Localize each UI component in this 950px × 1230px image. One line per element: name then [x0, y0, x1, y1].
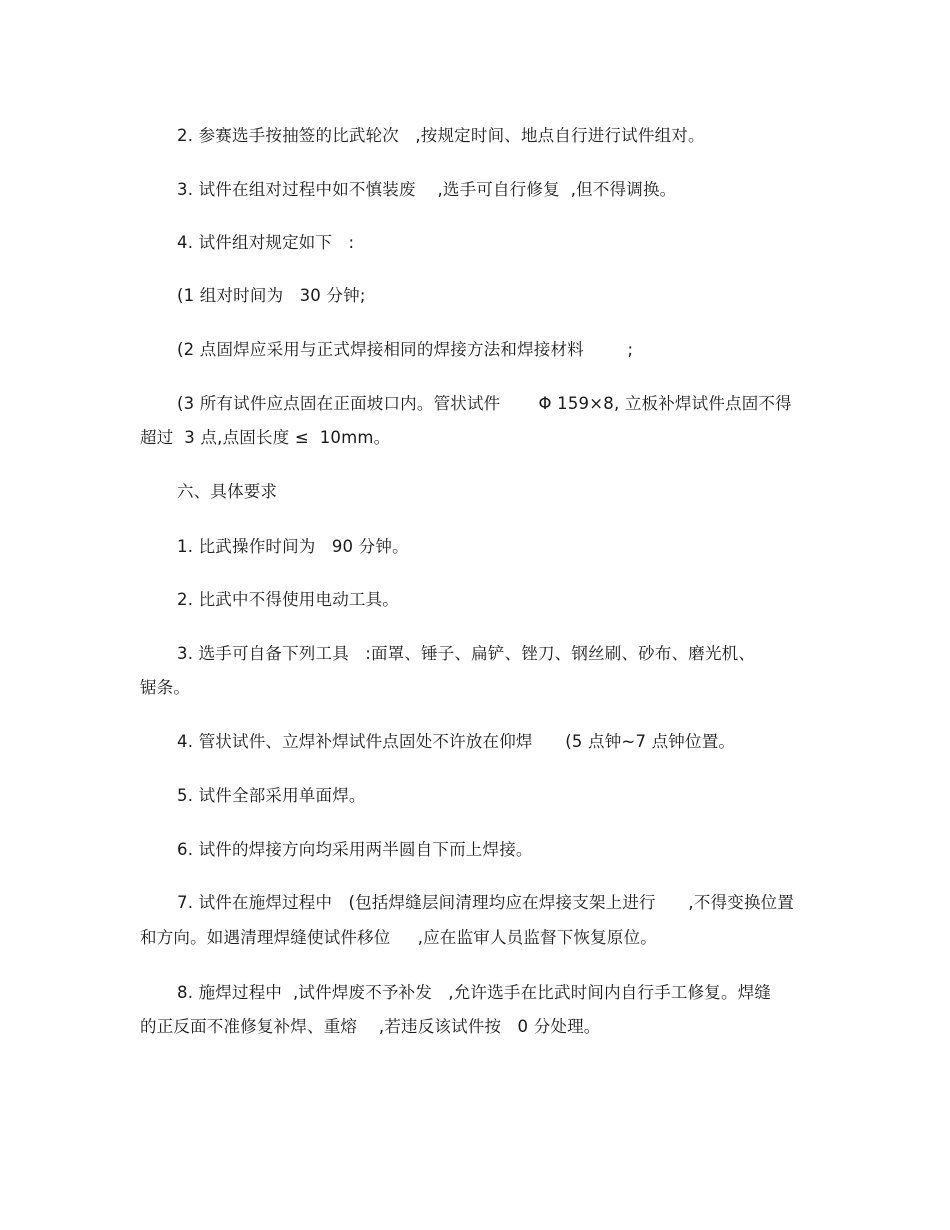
requirement-item-6: 6. 试件的焊接方向均采用两半圆自下而上焊接。: [177, 840, 533, 859]
sub-item-3-continued: 超过 3 点,点固长度 ≤ 10mm。: [140, 428, 391, 447]
paragraph-item-2: 2. 参赛选手按抽签的比武轮次 ,按规定时间、地点自行进行试件组对。: [177, 126, 705, 145]
requirement-item-5: 5. 试件全部采用单面焊。: [177, 786, 366, 805]
requirement-item-3: 3. 选手可自备下列工具 :面罩、锤子、扁铲、锉刀、钢丝刷、砂布、磨光机、: [177, 644, 756, 663]
sub-item-3: (3 所有试件应点固在正面坡口内。管状试件 Φ 159×8, 立板补焊试件点固不得: [177, 394, 792, 413]
requirement-item-2: 2. 比武中不得使用电动工具。: [177, 590, 399, 609]
paragraph-item-4: 4. 试件组对规定如下 :: [177, 233, 355, 252]
requirement-item-7-continued: 和方向。如遇清理焊缝使试件移位 ,应在监审人员监督下恢复原位。: [140, 928, 657, 947]
requirement-item-8-continued: 的正反面不准修复补焊、重熔 ,若违反该试件按 0 分处理。: [140, 1017, 601, 1036]
requirement-item-3-continued: 锯条。: [140, 678, 191, 697]
section-heading: 六、具体要求: [177, 482, 278, 501]
requirement-item-7: 7. 试件在施焊过程中 (包括焊缝层间清理均应在焊接支架上进行 ,不得变换位置: [177, 893, 795, 912]
requirement-item-8: 8. 施焊过程中 ,试件焊废不予补发 ,允许选手在比武时间内自行手工修复。焊缝: [177, 983, 772, 1002]
requirement-item-4: 4. 管状试件、立焊补焊试件点固处不许放在仰焊 (5 点钟~7 点钟位置。: [177, 732, 736, 751]
sub-item-2: (2 点固焊应采用与正式焊接相同的焊接方法和焊接材料 ;: [177, 340, 634, 359]
sub-item-1: (1 组对时间为 30 分钟;: [177, 286, 366, 305]
requirement-item-1: 1. 比武操作时间为 90 分钟。: [177, 537, 409, 556]
paragraph-item-3: 3. 试件在组对过程中如不慎装废 ,选手可自行修复 ,但不得调换。: [177, 180, 677, 199]
